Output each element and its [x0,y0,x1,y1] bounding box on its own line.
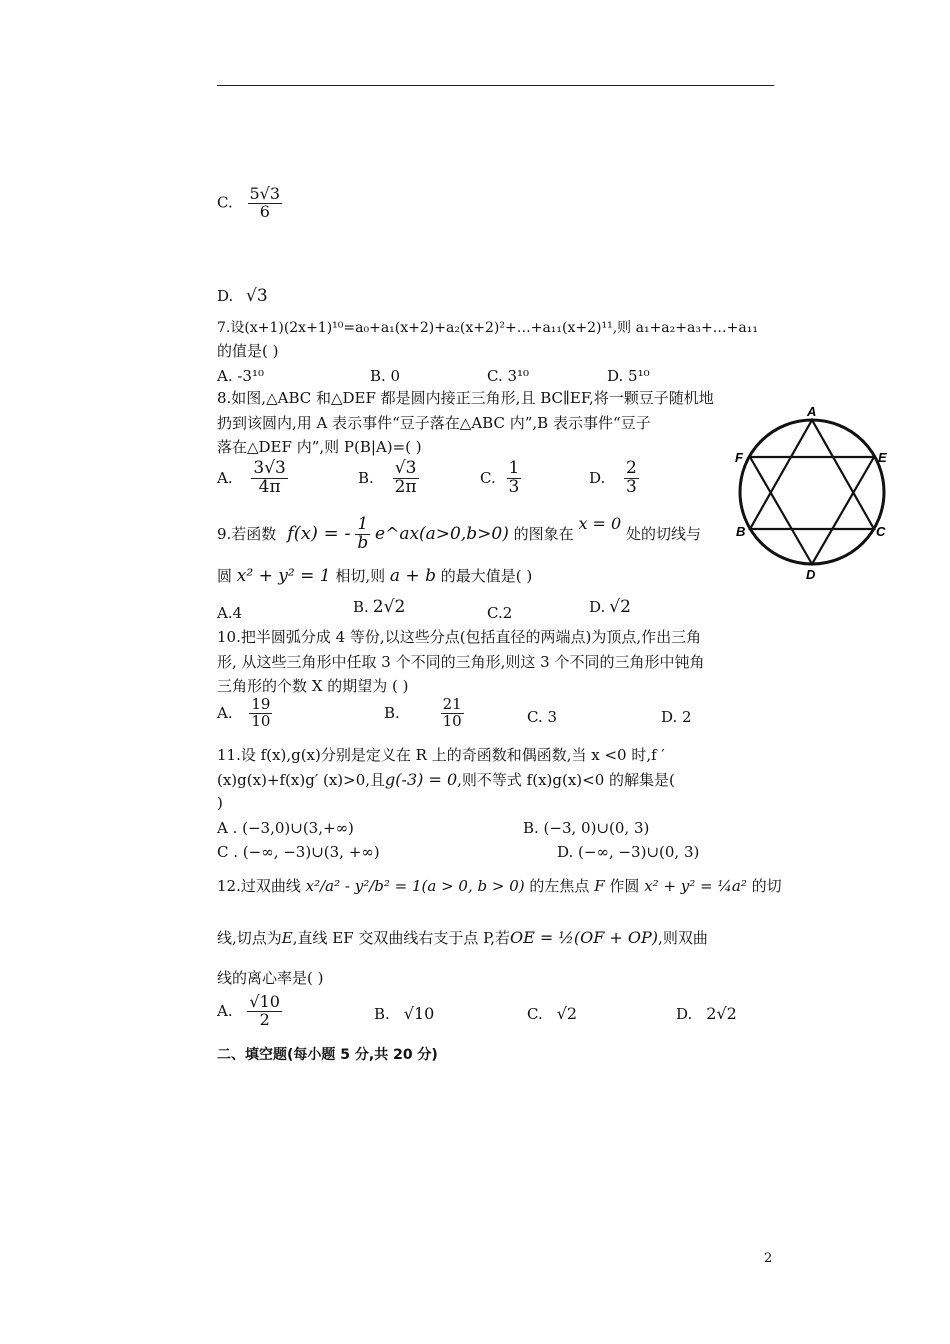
q11-option-b: B. (−3, 0)∪(0, 3) [523,819,650,837]
q8-option-c: C. $\frac{1}{3}$ [480,458,520,497]
q12-line2: 线,切点为E,直线 EF 交双曲线右支于点 P,若OE = ½(OF + OP),则双曲 [217,928,708,947]
q8-line2: 扔到该圆内,用 A 表示事件“豆子落在△ABC 内”,B 表示事件“豆子 [217,414,651,432]
section-heading-fill-in: 二、填空题(每小题 5 分,共 20 分) [217,1047,438,1063]
q9-line1: 9.若函数 f(x) = - $\frac{1}{b}$ e^ax(a>0,b>0) 的图象在 x = 0 处的切线与 [217,514,702,553]
q11-line3: ) [217,794,223,812]
label-c: C [876,524,886,539]
q11-line2: (x)g(x)+f(x)g′ (x)>0,且g(-3) = 0,则不等式 f(x)g(x)<0 的解集是( [217,770,675,789]
q9-option-a: A.4 [217,604,243,622]
q8-option-d: D. $\frac{2}{3}$ [589,458,637,497]
q11-option-a: A . (−3,0)∪(3,+∞) [217,819,354,837]
q12-line3: 线的离心率是( ) [217,969,324,987]
q9-option-c: C.2 [487,604,513,622]
q10-option-a: A. $\frac{19}{10}$ [217,695,271,730]
page-number: 2 [764,1251,773,1266]
q6-option-c: C. $\frac{5√3}{6}$ [217,184,281,221]
q9-option-d: D. √2 [589,597,631,617]
q12-line1: 12.过双曲线 x²/a² - y²/b² = 1(a > 0, b > 0) 的左焦点 F 作圆 x² + y² = ¼a² 的切 [217,877,782,895]
q7-option-c: C. 3¹⁰ [487,367,530,385]
q8-line1: 8.如图,△ABC 和△DEF 都是圆内接正三角形,且 BC∥EF,将一颗豆子随机地 [217,389,714,407]
q12-option-b: B. √10 [374,1004,435,1023]
q10-option-d: D. 2 [661,708,692,726]
q11-option-d: D. (−∞, −3)∪(0, 3) [557,843,700,861]
label-a: A [807,404,817,419]
header-rule [217,85,774,86]
hexagram-circle-figure [728,402,898,582]
q6-option-d: D. √3 [217,286,268,306]
q8-line3: 落在△DEF 内”,则 P(B|A)=( ) [217,438,422,456]
q8-option-b: B. $\frac{√3}{2\pi}$ [358,458,417,497]
q7-stem-cont: 的值是( ) [217,342,279,360]
q12-option-d: D. 2√2 [676,1004,737,1023]
q7-option-b: B. 0 [370,367,401,385]
label-e: E [878,450,887,465]
q12-option-a: A. $\frac{√10}{2}$ [217,992,280,1029]
q10-option-b: B. $\frac{21}{10}$ [384,695,462,730]
q7-option-d: D. 5¹⁰ [607,367,650,385]
q11-option-c: C . (−∞, −3)∪(3, +∞) [217,843,380,861]
q9-option-b: B. 2√2 [353,597,406,617]
q12-option-c: C. √2 [527,1004,578,1023]
q8-option-a: A. $\frac{3√3}{4\pi}$ [217,458,286,497]
q7-stem: 7.设(x+1)(2x+1)¹⁰=a₀+a₁(x+2)+a₂(x+2)²+…+a₁₁(x+2)¹¹,则 a₁+a₂+a₃+…+a₁₁ [217,320,758,336]
q10-line2: 形, 从这些三角形中任取 3 个不同的三角形,则这 3 个不同的三角形中钝角 [217,653,705,671]
label-f: F [735,450,743,465]
q7-option-a: A. -3¹⁰ [217,367,265,385]
q11-line1: 11.设 f(x),g(x)分别是定义在 R 上的奇函数和偶函数,当 x <0 时,f ′ [217,746,665,764]
q10-line3: 三角形的个数 X 的期望为 ( ) [217,677,409,695]
label-d: D [806,567,816,582]
q9-line2: 圆 x² + y² = 1 相切,则 a + b 的最大值是( ) [217,566,533,586]
q10-line1: 10.把半圆弧分成 4 等份,以这些分点(包括直径的两端点)为顶点,作出三角 [217,628,702,646]
q10-option-c: C. 3 [527,708,558,726]
label-b: B [736,524,746,539]
circle [740,420,884,564]
